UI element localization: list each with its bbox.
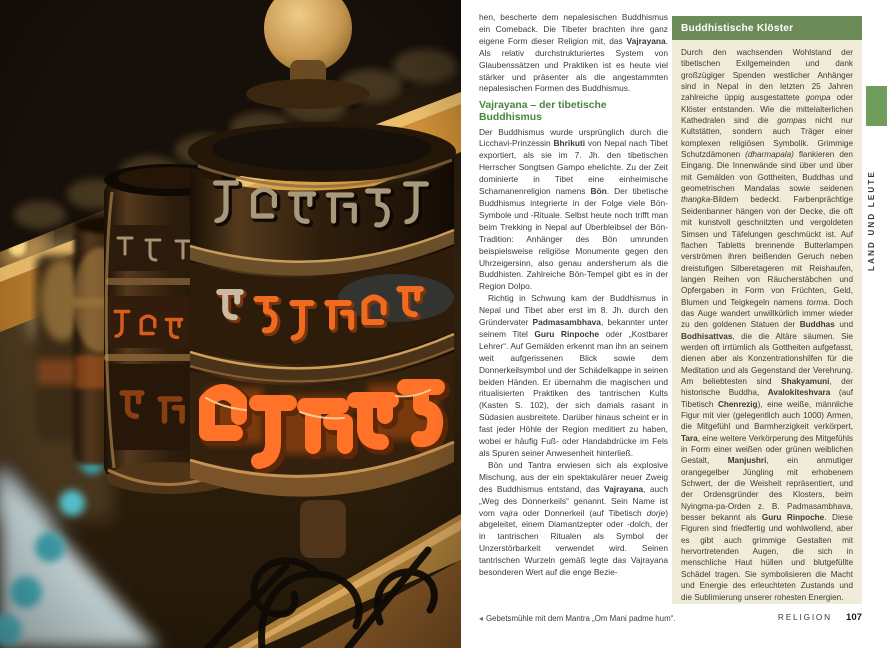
info-box-title: Buddhistische Klöster [672,16,862,40]
paragraph: hen, bescherte dem nepalesischen Buddhismus ein Comeback. Die Tibeter brachten ihre ganz eigene Form dieser Religion mit, das Vajrayana. Als relativ durchstrukturiertes System von Glaubenssätzen und Praktiken ist es heute viel stärker und präsenter als die angestammten nepalesischen Formen des Buddhismus. [479,12,668,94]
chapter-tab-label: LAND UND LEUTE [867,169,876,271]
caption-arrow-icon: ◂ [479,614,484,623]
caption-text: Gebetsmühle mit dem Mantra „Om Mani padme hum“. [486,614,676,623]
article-lead [479,12,668,95]
info-box [672,16,862,604]
page-number: 107 [845,612,862,623]
paragraph: Der Buddhismus wurde ursprünglich durch die Licchavi-Prinzessin Bhrikuti von Nepal nach Tibet exportiert, als sie im 7. Jh. den tibetischen Herrscher Songtsen Gampo ehelichte. Zu der Zeit dominierte in Tibet eine einheimische Schamanenreligion namens Bön. Der tibetische Buddhismus integrierte in der Folge viele Bön-Symbole und -Rituale. Selbst heute noch trifft man beim Trekking in Nepal auf Überbleibsel der Bön-Tradition: Anhänger des Bön umrunden beispielsweise religiöse Monumente gegen den Uhrzeigersinn, also genau andersherum als die Buddhisten. Zahlreiche Bön-Tempel gibt es in der Region Dolpo. [479,126,668,292]
chapter-tab-marker [866,86,887,126]
paragraph: Bön und Tantra erwiesen sich als explosive Mischung, aus der ein spektakulärer neuer Zweig des Buddhismus entstand, das Vajrayana, auch „Weg des Donnerkeils“ genannt. Sein Name ist vom vajra oder Donnerkeil (auf Tibetisch dorje) abgeleitet, einem Diamantzepter oder -dolch, der in tantrischen Ritualen als Symbol der Unzerstörbarkeit verwendet wird. Seinen tantrischen Wurzeln gemäß legte das Vajrayana besonderen Wert auf die enge Bezie- [479,459,668,578]
paragraph: Richtig in Schwung kam der Buddhismus in Nepal und Tibet aber erst im 8. Jh. durch den Gründervater Padmasambhava, bekannter unter seinem Titel Guru Rinpoche oder „Kostbarer Lehrer“. Auf Gemälden erkennt man ihn an seinem weit aufgerissenen Blick sowie dem Donnerkeilsymbol und der Schädelkappe in seinen beiden Händen. Er übernahm die magischen und ritualisierten Praktiken des tantrischen Kults (Kasten S. 102), der sich damals rasant in Südasien ausbreitete. Darüber hinaus scheint er in fast jeder Höhle der Region meditiert zu haben, wobei er häufig Fuß- oder Handabdrücke im Fels als Spuren seiner Anwesenheit hinterließ. [479,293,668,458]
section-heading: Vajrayana – der tibetische Buddhismus [479,100,607,123]
article-column [479,12,668,610]
paragraph: Durch den wachsenden Wohlstand der tibetischen Exilgemeinden und dank großzügiger Spenden westlicher Anhänger sind in Nepal in den letzten 25 Jahren zahlreiche üppig ausgestattete gompa oder Klöster entstanden. Wie die mittelalterlichen Kathedralen sind die gompas nicht nur Kultstätten, sondern auch Träger einer komplexen religiösen Symbolik. Grimmige Schutzdämonen (dharmapala) flankieren den Eingang. Die Innenwände sind über und über mit Gemälden von Gottheiten, Buddhas und geometrischen Mandalas sowie seidenen thangka-Bildern bedeckt. Farbenprächtige Seidenbanner hängen von der Decke, die oft mit kunstvoll geschnitzten und vergoldeten Simsen und Täfelungen geschmückt ist. Auf flachen Tabletts brennende Butterlampen verströmen ihren beißenden Geruch neben dreistufigen Silberetageren mit Reishaufen, langen Reihen von Räucherstäbchen und Opfergaben in Form von Früchten, Geld, Blumen und Teigkegeln namens torma. Doch das Auge wandert unwillkürlich immer wieder zu den goldenen Statuen der Buddhas und Bodhisattvas, die die Altäre säumen. Sie werden oft irrtümlich als Gottheiten aufgefasst, dienen aber als Konzentrationshilfen für die Meditation und als Gegenstand der Verehrung. Am beliebtesten sind Shakyamuni, der historische Buddha, Avalokiteshvara (auf Tibetisch Chenrezig), eine weiße, männliche Figur mit vier (gelegentlich auch 1000) Armen, die Mitgefühl und Barmherzigkeit verkörpert, Tara, eine weitere Verkörperung des Mitgefühls in Form einer weißen oder grünen weiblichen Gestalt, Manjushri, ein anmutiger orangegelber Jüngling mit erhobenem Schwert, der die Weisheit repräsentiert, und der Ordensgründer des Klosters, beim Nyingma-pa-Orden z. B. Padmasambhava, besser bekannt als Guru Rinpoche. Diese Figuren sind friedfertig und wohlwollend, aber es gibt auch grimmige Gestalten mit hervortretenden Augen, die sich in menschliche Haut hüllen und blutgefüllte Schädel tragen. Sie symbolisieren die Macht und Energie des erleuchteten Zustands und die Sublimierung unserer rohesten Energien. [681,48,854,602]
article-body [479,127,668,579]
page-footer [672,612,862,623]
footer-section-label: RELIGION [777,612,832,622]
info-box-body [672,40,862,603]
